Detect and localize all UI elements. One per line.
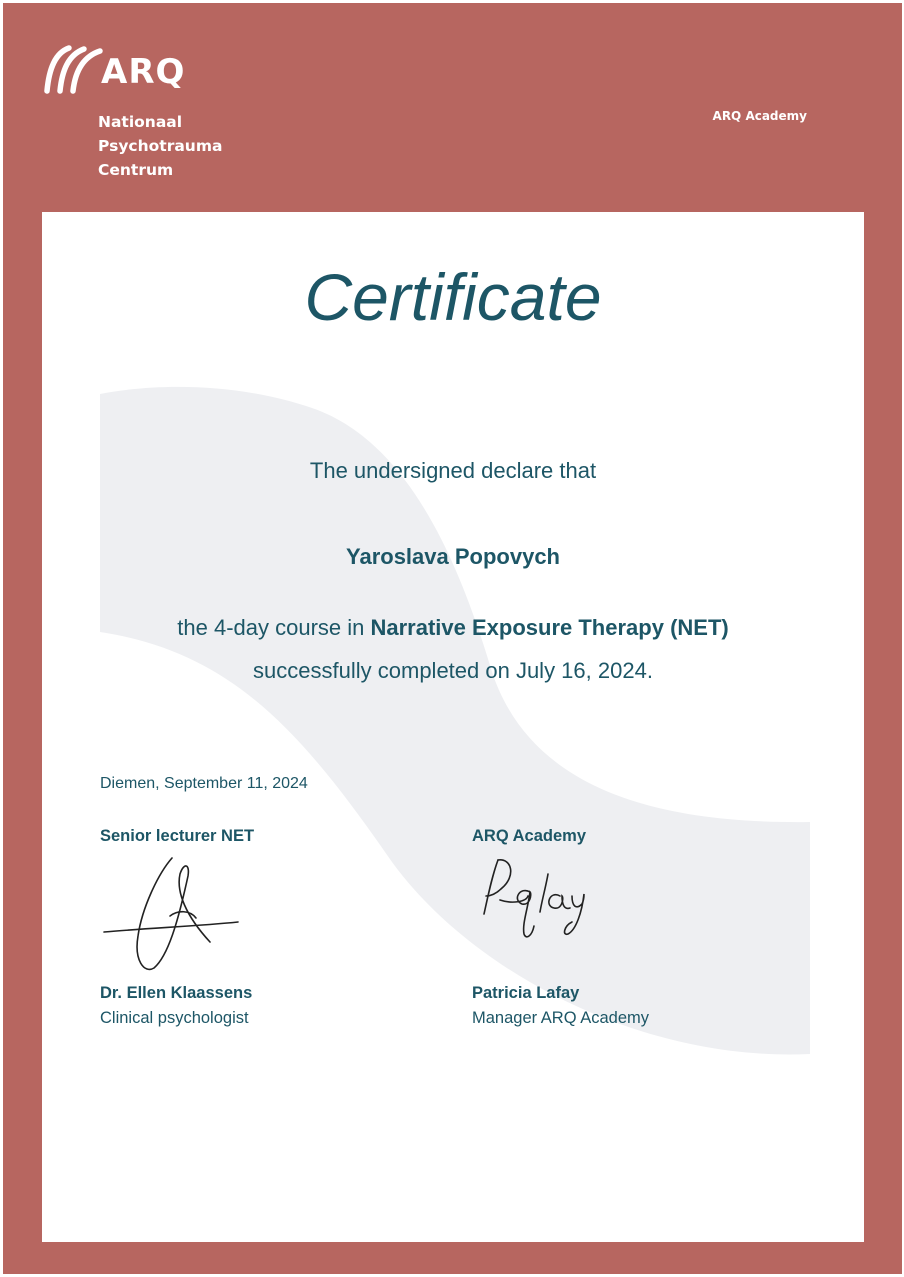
certificate-sheet: [42, 212, 864, 1242]
background-wave: [42, 212, 864, 1242]
completion-text: successfully completed on July 16, 2024.: [253, 658, 653, 683]
logo-subtitle: [98, 110, 222, 182]
place-date: Diemen, September 11, 2024: [100, 775, 308, 792]
certificate-page: [3, 3, 902, 1274]
logo-wordmark: ARQ: [101, 52, 186, 92]
arq-logo: [43, 43, 243, 193]
course-line: [42, 615, 864, 641]
logo-line: Nationaal: [98, 113, 183, 131]
course-prefix: the 4-day course in: [177, 615, 371, 640]
signatory-name: Dr. Ellen Klaassens: [100, 984, 253, 1002]
signatory-role: Senior lecturer NET: [100, 827, 255, 845]
signatory-title: Manager ARQ Academy: [472, 1009, 650, 1027]
signature-lafay: [472, 856, 672, 976]
course-name: Narrative Exposure Therapy (NET): [370, 615, 729, 640]
recipient-name: Yaroslava Popovych: [346, 544, 560, 569]
certificate-title: Certificate: [304, 260, 602, 334]
signatory-left: [100, 827, 420, 1028]
academy-label: ARQ Academy: [712, 109, 807, 123]
logo-line: Psychotrauma: [98, 137, 223, 155]
declaration-text: The undersigned declare that: [309, 458, 597, 483]
signatory-name: Patricia Lafay: [472, 984, 580, 1002]
signatory-right: [472, 827, 792, 1028]
signature-klaassens: [100, 856, 300, 976]
logo-line: Centrum: [98, 161, 174, 179]
signatory-role: ARQ Academy: [472, 827, 587, 845]
signatory-title: Clinical psychologist: [100, 1009, 249, 1027]
